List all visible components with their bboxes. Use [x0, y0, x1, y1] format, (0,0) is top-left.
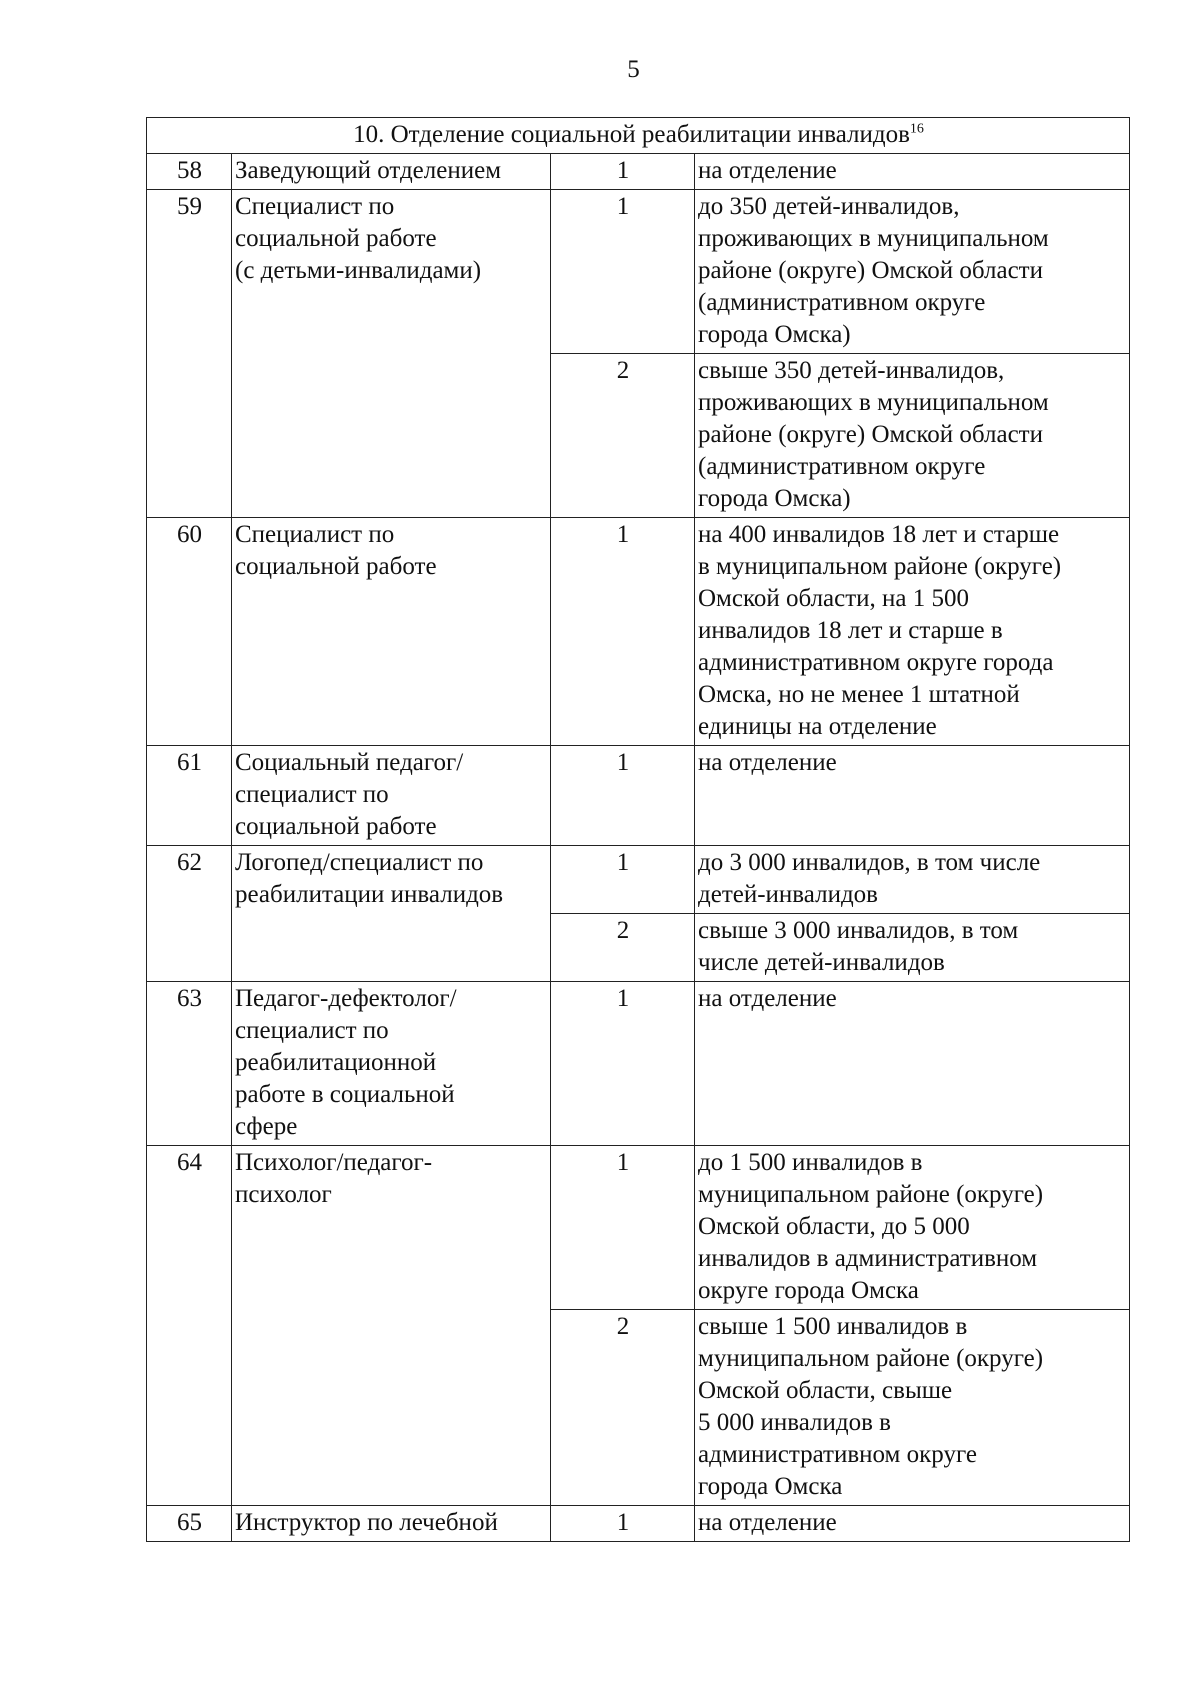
staff-units: 2 — [551, 1310, 695, 1506]
table-row — [147, 1506, 1130, 1542]
staffing-norm — [695, 1310, 1130, 1506]
staff-units: 1 — [551, 982, 695, 1146]
staffing-norm — [695, 914, 1130, 982]
norm-line: до 350 детей-инвалидов, — [698, 193, 960, 220]
norm-line: на отделение — [698, 985, 837, 1012]
norm-line: города Омска) — [698, 321, 851, 348]
row-number: 62 — [147, 846, 232, 982]
section-title: 10. Отделение социальной реабилитации инвалидов — [353, 121, 910, 148]
norm-line: (административном округе — [698, 289, 986, 316]
position-line: Специалист по — [235, 521, 395, 548]
staff-units: 2 — [551, 354, 695, 518]
footnote-marker: 16 — [909, 121, 924, 137]
norm-line: города Омска) — [698, 485, 851, 512]
staffing-table — [146, 117, 1130, 1542]
position-line: (с детьми-инвалидами) — [235, 257, 482, 284]
position-line: сфере — [235, 1113, 298, 1140]
norm-line: до 1 500 инвалидов в — [698, 1149, 923, 1176]
staff-units: 1 — [551, 746, 695, 846]
table-row — [147, 518, 1130, 746]
row-number: 59 — [147, 190, 232, 518]
norm-line: на отделение — [698, 157, 837, 184]
norm-line: округе города Омска — [698, 1277, 919, 1304]
norm-line: муниципальном районе (округе) — [698, 1345, 1044, 1372]
row-number: 60 — [147, 518, 232, 746]
table-row — [147, 1146, 1130, 1310]
position-line: Заведующий отделением — [235, 157, 502, 184]
table-row — [147, 846, 1130, 914]
norm-line: до 3 000 инвалидов, в том числе — [698, 849, 1041, 876]
staff-units: 1 — [551, 1506, 695, 1542]
table-row — [147, 190, 1130, 354]
position-line: Социальный педагог/ — [235, 749, 464, 776]
staffing-norm — [695, 846, 1130, 914]
table-row — [147, 154, 1130, 190]
staff-units: 1 — [551, 154, 695, 190]
norm-line: административном округе города — [698, 649, 1054, 676]
staffing-norm — [695, 518, 1130, 746]
position-line: специалист по — [235, 781, 389, 808]
table-row — [147, 982, 1130, 1146]
staffing-norm — [695, 154, 1130, 190]
position-line: Инструктор по лечебной — [235, 1509, 498, 1536]
norm-line: свыше 350 детей-инвалидов, — [698, 357, 1005, 384]
norm-line: Омска, но не менее 1 штатной — [698, 681, 1020, 708]
position-line: социальной работе — [235, 225, 437, 252]
norm-line: административном округе — [698, 1441, 977, 1468]
position-line: социальной работе — [235, 813, 437, 840]
staffing-norm — [695, 1506, 1130, 1542]
norm-line: числе детей-инвалидов — [698, 949, 945, 976]
position-line: Специалист по — [235, 193, 395, 220]
staffing-norm — [695, 190, 1130, 354]
norm-line: детей-инвалидов — [698, 881, 878, 908]
norm-line: на отделение — [698, 749, 837, 776]
norm-line: на отделение — [698, 1509, 837, 1536]
position-name — [232, 518, 551, 746]
norm-line: районе (округе) Омской области — [698, 421, 1043, 448]
staffing-norm — [695, 354, 1130, 518]
staff-units: 1 — [551, 190, 695, 354]
norm-line: Омской области, до 5 000 — [698, 1213, 970, 1240]
norm-line: Омской области, свыше — [698, 1377, 953, 1404]
norm-line: муниципальном районе (округе) — [698, 1181, 1044, 1208]
norm-line: города Омска — [698, 1473, 843, 1500]
norm-line: проживающих в муниципальном — [698, 225, 1049, 252]
position-name — [232, 190, 551, 518]
position-name — [232, 746, 551, 846]
row-number: 65 — [147, 1506, 232, 1542]
norm-line: на 400 инвалидов 18 лет и старше — [698, 521, 1060, 548]
staff-units: 1 — [551, 1146, 695, 1310]
page-number: 5 — [627, 56, 640, 83]
position-line: реабилитационной — [235, 1049, 437, 1076]
norm-line: инвалидов в административном — [698, 1245, 1038, 1272]
row-number: 61 — [147, 746, 232, 846]
position-line: Логопед/специалист по — [235, 849, 484, 876]
norm-line: в муниципальном районе (округе) — [698, 553, 1062, 580]
position-name — [232, 982, 551, 1146]
row-number: 63 — [147, 982, 232, 1146]
position-line: реабилитации инвалидов — [235, 881, 504, 908]
norm-line: свыше 1 500 инвалидов в — [698, 1313, 968, 1340]
staffing-norm — [695, 982, 1130, 1146]
table-row — [147, 746, 1130, 846]
norm-line: (административном округе — [698, 453, 986, 480]
norm-line: районе (округе) Омской области — [698, 257, 1043, 284]
row-number: 58 — [147, 154, 232, 190]
norm-line: 5 000 инвалидов в — [698, 1409, 891, 1436]
position-line: социальной работе — [235, 553, 437, 580]
norm-line: единицы на отделение — [698, 713, 937, 740]
position-name — [232, 154, 551, 190]
norm-line: свыше 3 000 инвалидов, в том — [698, 917, 1019, 944]
staffing-norm — [695, 746, 1130, 846]
norm-line: инвалидов 18 лет и старше в — [698, 617, 1003, 644]
position-line: Психолог/педагог- — [235, 1149, 433, 1176]
position-line: специалист по — [235, 1017, 389, 1044]
position-line: работе в социальной — [235, 1081, 455, 1108]
position-line: психолог — [235, 1181, 332, 1208]
row-number: 64 — [147, 1146, 232, 1506]
section-title-cell — [147, 118, 1130, 154]
position-name — [232, 1146, 551, 1506]
staff-units: 2 — [551, 914, 695, 982]
position-line: Педагог-дефектолог/ — [235, 985, 457, 1012]
position-name — [232, 846, 551, 982]
section-header-row — [147, 118, 1130, 154]
staff-units: 1 — [551, 846, 695, 914]
norm-line: проживающих в муниципальном — [698, 389, 1049, 416]
position-name — [232, 1506, 551, 1542]
staffing-norm — [695, 1146, 1130, 1310]
staff-units: 1 — [551, 518, 695, 746]
norm-line: Омской области, на 1 500 — [698, 585, 970, 612]
